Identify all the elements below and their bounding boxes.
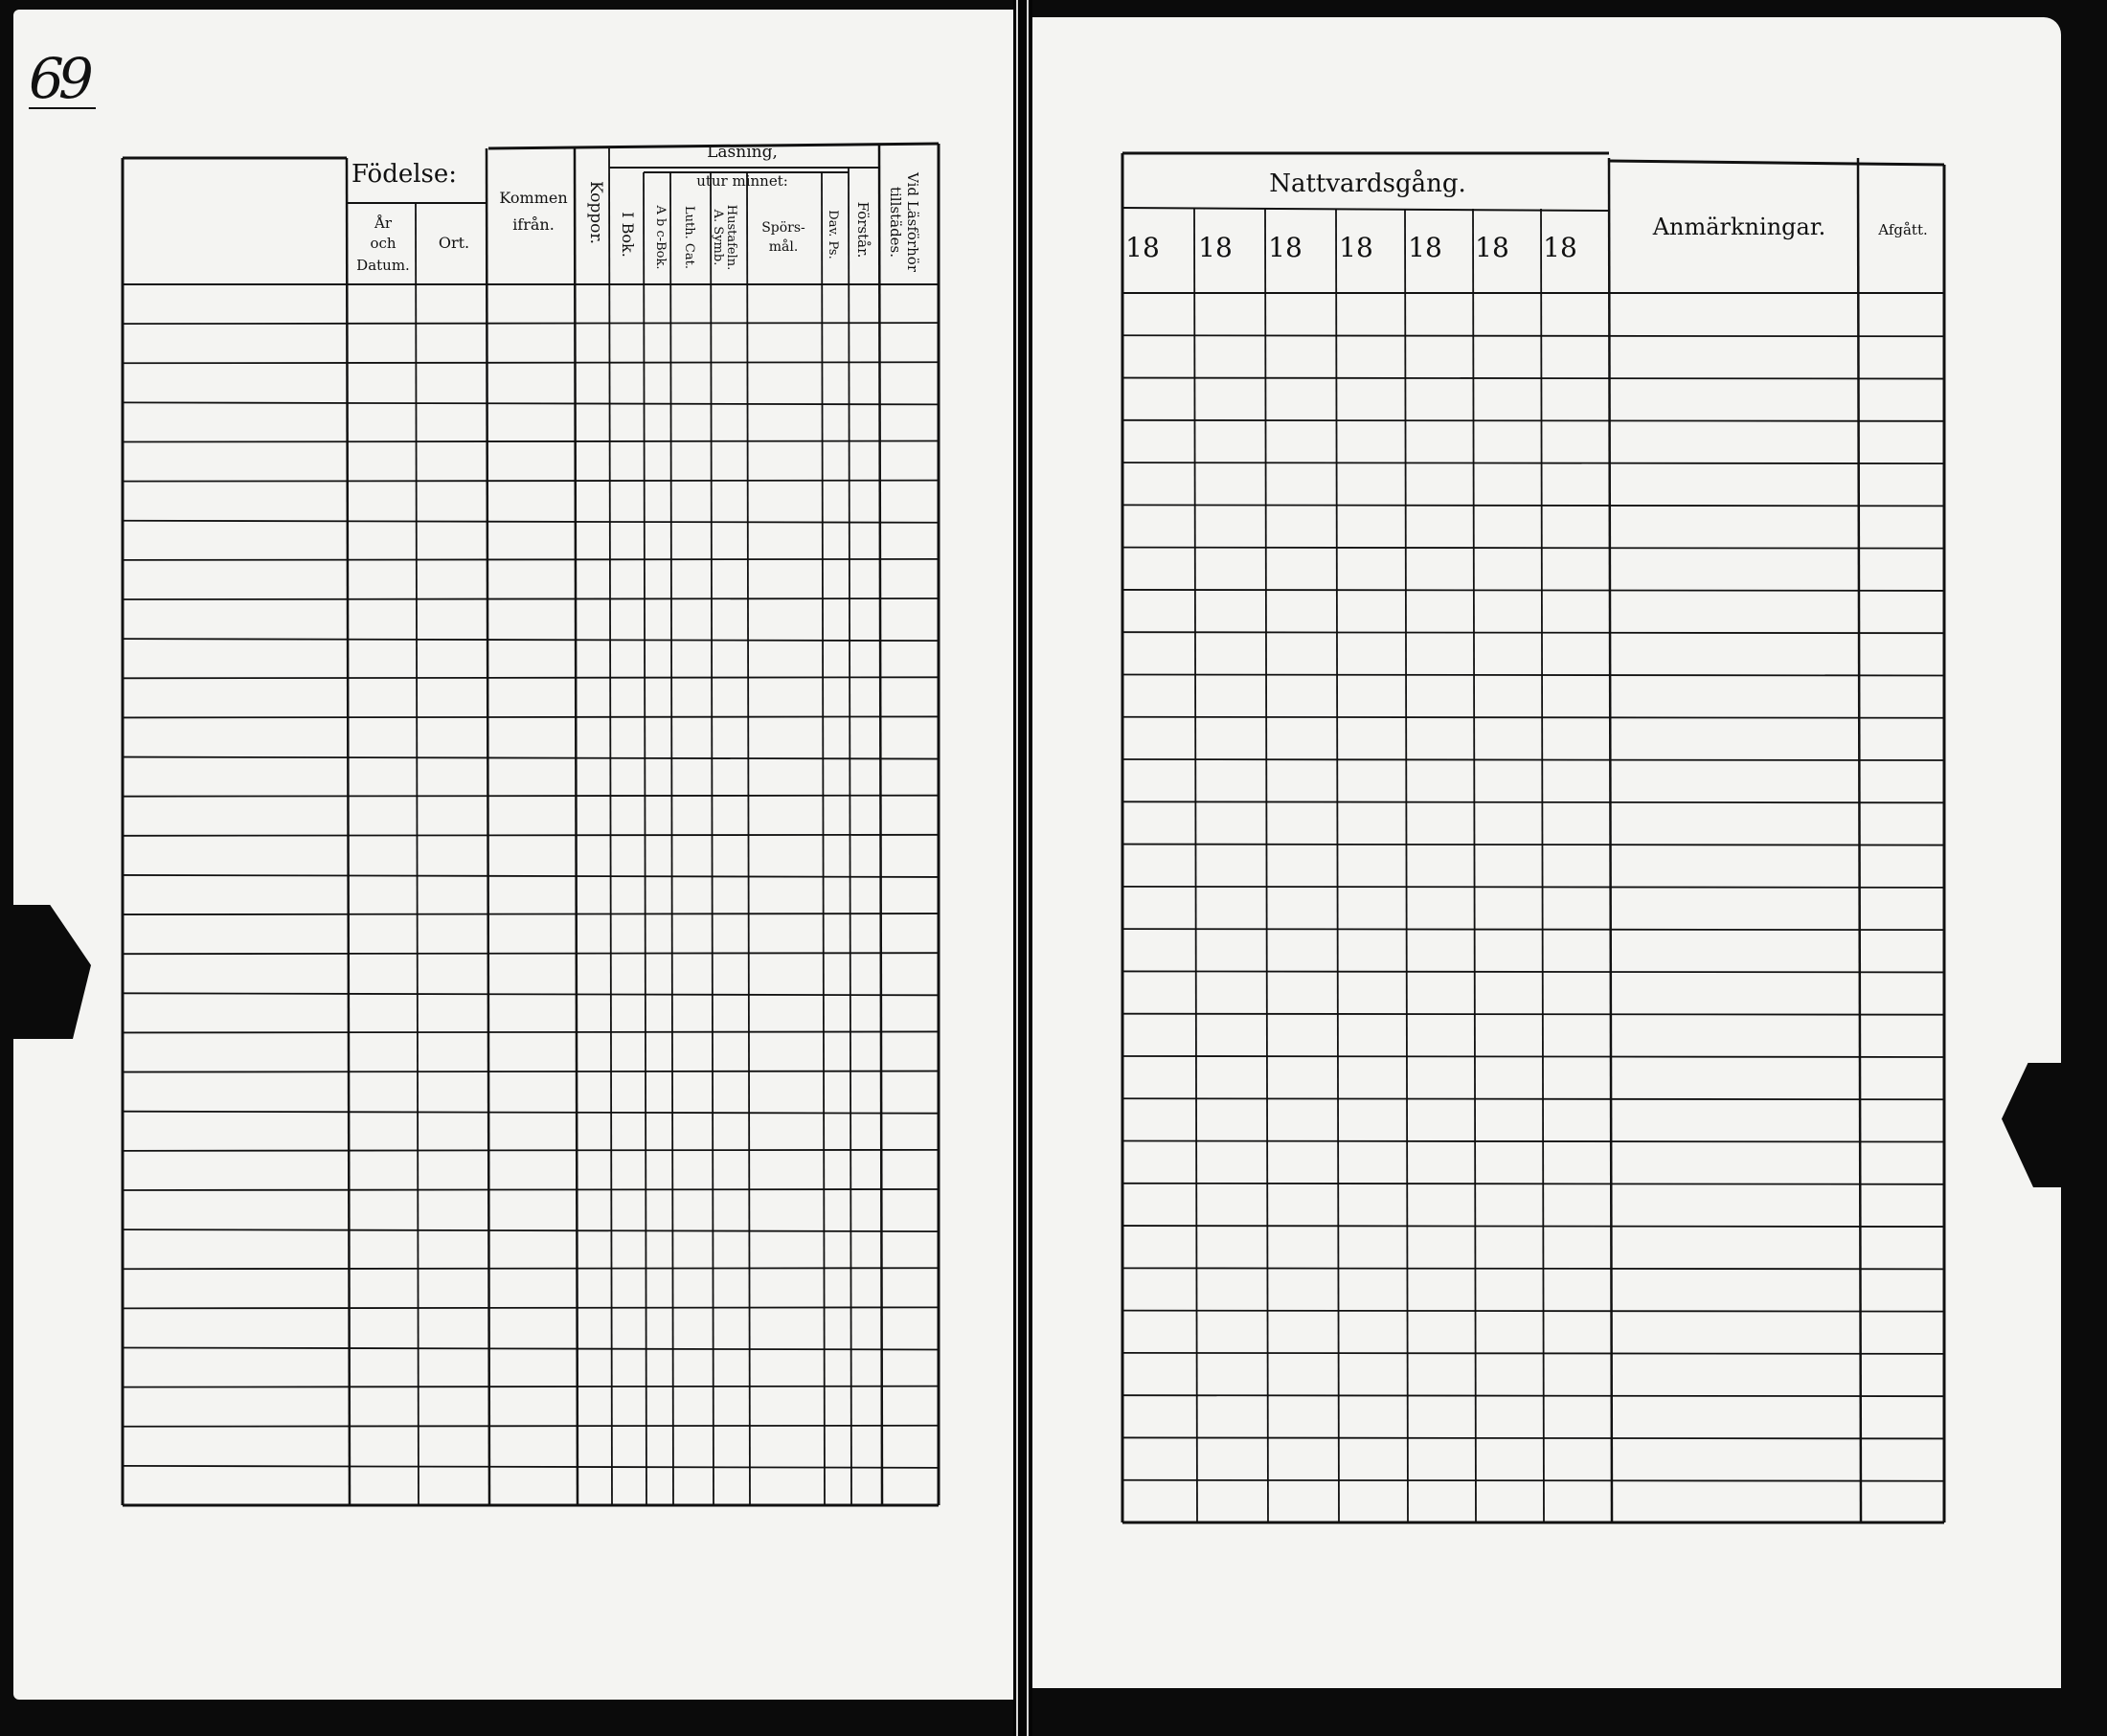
- table-rule: [1122, 208, 1609, 211]
- table-column-rule: [1336, 209, 1339, 1522]
- header-i-bok: I Bok.: [619, 212, 637, 258]
- header-utur-minnet: utur minnet:: [696, 172, 788, 190]
- table-row-rule: [1122, 1268, 1944, 1269]
- table-column-rule: [1609, 158, 1612, 1522]
- header-koppor: Koppor.: [586, 180, 605, 245]
- header-ar: År: [374, 214, 393, 232]
- header-fodelse: Födelse:: [351, 160, 458, 189]
- table-row-rule: [1122, 462, 1944, 463]
- table-row-rule: [1122, 505, 1944, 506]
- table-row-rule: [1122, 1141, 1944, 1142]
- table-row-rule: [1122, 1311, 1944, 1312]
- table-row-rule: [1122, 420, 1944, 421]
- year-prefix-6: 18: [1475, 232, 1509, 263]
- header-lasning: Läsning,: [707, 143, 778, 162]
- header-symb: A. Symb.: [711, 209, 725, 266]
- table-column-rule: [1541, 209, 1544, 1522]
- year-prefix-4: 18: [1339, 232, 1373, 263]
- header-hustafeln: Hustafeln.: [724, 204, 738, 271]
- header-luth-cat: Luth. Cat.: [682, 206, 696, 269]
- header-dav-ps: Dav. Ps.: [826, 210, 840, 259]
- header-vid-lasforhor: Vid Läsförhör: [904, 172, 921, 272]
- header-ifran: ifrån.: [512, 215, 555, 234]
- header-mal: mål.: [768, 239, 799, 255]
- header-nattvardsgang: Nattvardsgång.: [1269, 169, 1466, 198]
- header-afgatt: Afgått.: [1878, 221, 1928, 238]
- table-row-rule: [1122, 674, 1944, 675]
- header-abc-bok: A b c-Bok.: [653, 205, 668, 270]
- table-column-rule: [1194, 209, 1197, 1522]
- table-column-rule: [1858, 158, 1861, 1522]
- header-och: och: [370, 235, 396, 252]
- header-anmarkningar: Anmärkningar.: [1652, 214, 1826, 240]
- table-row-rule: [1122, 1098, 1944, 1099]
- table-row-rule: [1122, 1395, 1944, 1396]
- table-row-rule: [1122, 590, 1944, 591]
- table-row-rule: [1122, 1056, 1944, 1057]
- table-row-rule: [1122, 548, 1944, 549]
- header-forstar: Förstår.: [854, 201, 872, 259]
- year-prefix-3: 18: [1268, 232, 1303, 263]
- table-row-rule: [1122, 759, 1944, 760]
- table-row-rule: [1122, 717, 1944, 718]
- year-prefix-7: 18: [1543, 232, 1577, 263]
- header-tillstades: tillstädes.: [887, 186, 904, 259]
- table-row-rule: [1122, 1437, 1944, 1438]
- header-kommen: Kommen: [499, 189, 568, 207]
- year-prefix-5: 18: [1408, 232, 1442, 263]
- table-row-rule: [1122, 887, 1944, 888]
- table-row-rule: [1122, 1014, 1944, 1015]
- table-column-rule: [1473, 209, 1476, 1522]
- table-rule: [1609, 161, 1944, 165]
- table-column-rule: [1265, 209, 1268, 1522]
- table-row-rule: [1122, 1353, 1944, 1354]
- year-prefix-1: 18: [1125, 232, 1160, 263]
- header-ort: Ort.: [438, 234, 470, 252]
- header-spors: Spörs-: [761, 220, 805, 236]
- header-datum: Datum.: [356, 257, 410, 274]
- folio-number: 69: [29, 50, 96, 109]
- table-row-rule: [1122, 971, 1944, 972]
- table-row-rule: [1122, 929, 1944, 930]
- table-row-rule: [1122, 378, 1944, 379]
- table-row-rule: [1122, 632, 1944, 633]
- table-column-rule: [1405, 209, 1408, 1522]
- table-row-rule: [1122, 801, 1944, 802]
- table-row-rule: [1122, 1480, 1944, 1481]
- year-prefix-2: 18: [1198, 232, 1233, 263]
- table-row-rule: [1122, 1226, 1944, 1227]
- table-row-rule: [1122, 335, 1944, 336]
